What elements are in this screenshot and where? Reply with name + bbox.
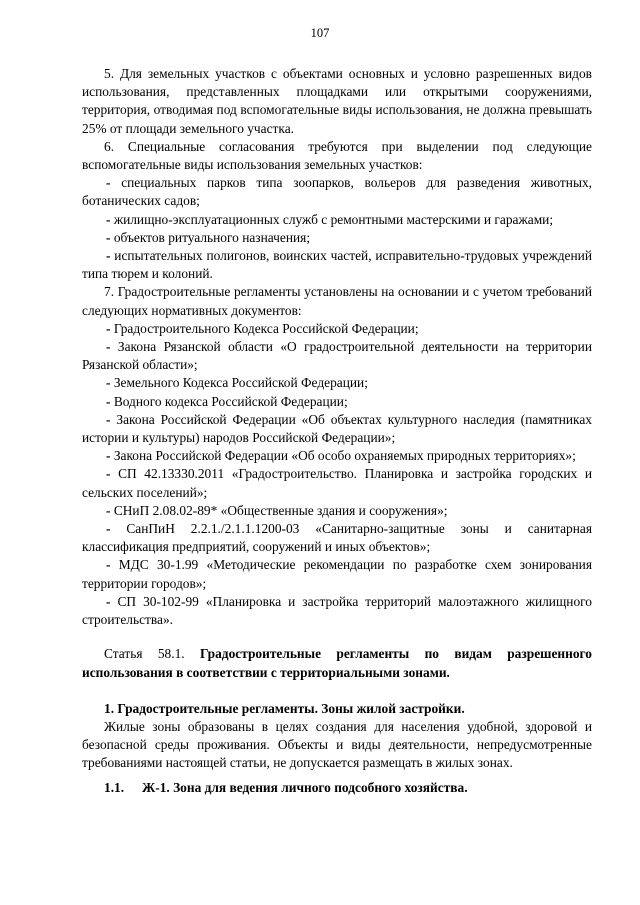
section-heading: 1. Градостроительные регламенты. Зоны жилой застройки. — [104, 700, 465, 716]
list-item: - специальных парков типа зоопарков, вольеров для разведения животных, ботанических садов; — [82, 174, 592, 210]
section-text: Жилые зоны образованы в целях создания для населения удобной, здоровой и безопасной среды проживания. Объекты и виды деятельности, непредусмотренные требованиями настоящей статьи, не допускается размещать в жилых зонах. — [82, 718, 592, 771]
list-item: - Градостроительного Кодекса Российской Федерации; — [82, 320, 592, 338]
list-item: - Земельного Кодекса Российской Федерации; — [82, 374, 592, 392]
subsection-heading — [82, 779, 592, 797]
article-heading — [82, 645, 592, 681]
article-prefix: Статья 58.1. — [104, 646, 185, 662]
list-item: - Закона Рязанской области «О градостроительной деятельности на территории Рязанской области»; — [82, 338, 592, 374]
paragraph-7: 7. Градостроительные регламенты установлены на основании и с учетом требований следующих нормативных документов: — [82, 284, 592, 318]
paragraph-5: 5. Для земельных участков с объектами основных и условно разрешенных видов использования, представленных площадками или открытыми сооружениями, территория, отводимая под вспомогательные виды использования, не должна превышать 25% от площади земельного участка. — [82, 66, 592, 136]
list-item: - МДС 30-1.99 «Методические рекомендации по разработке схем зонирования территории городов»; — [82, 556, 592, 592]
list-item: - Закона Российской Федерации «Об объектах культурного наследия (памятниках истории и культуры) народов Российской Федерации»; — [82, 411, 592, 447]
subsection-title: Ж-1. Зона для ведения личного подсобного хозяйства. — [142, 779, 468, 795]
list-item: - СП 30-102-99 «Планировка и застройка территорий малоэтажного жилищного строительства». — [82, 593, 592, 629]
list-item: - испытательных полигонов, воинских частей, исправительно-трудовых учреждений типа тюрем и колоний. — [82, 247, 592, 283]
list-item: - СНиП 2.08.02-89* «Общественные здания и сооружения»; — [82, 502, 592, 520]
page-body — [82, 65, 592, 797]
list-item: - СанПиН 2.2.1./2.1.1.1200-03 «Санитарно-защитные зоны и санитарная классификация предприятий, сооружений и иных объектов»; — [82, 520, 592, 556]
subsection-number: 1.1. — [104, 779, 125, 795]
list-item: - жилищно-эксплуатационных служб с ремонтными мастерскими и гаражами; — [82, 211, 592, 229]
page-number: 107 — [310, 26, 330, 40]
list-item: - СП 42.13330.2011 «Градостроительство. Планировка и застройка городских и сельских поселений»; — [82, 465, 592, 501]
article-title: Градостроительные регламенты по видам разрешенного использования в соответствии с территориальными зонами. — [82, 646, 592, 680]
list-item: - Закона Российской Федерации «Об особо охраняемых природных территориях»; — [82, 447, 592, 465]
paragraph-6: 6. Специальные согласования требуются при выделении под следующие вспомогательные виды использования земельных участков: — [82, 138, 592, 173]
list-item: - объектов ритуального назначения; — [82, 229, 592, 247]
list-item: - Водного кодекса Российской Федерации; — [82, 393, 592, 411]
